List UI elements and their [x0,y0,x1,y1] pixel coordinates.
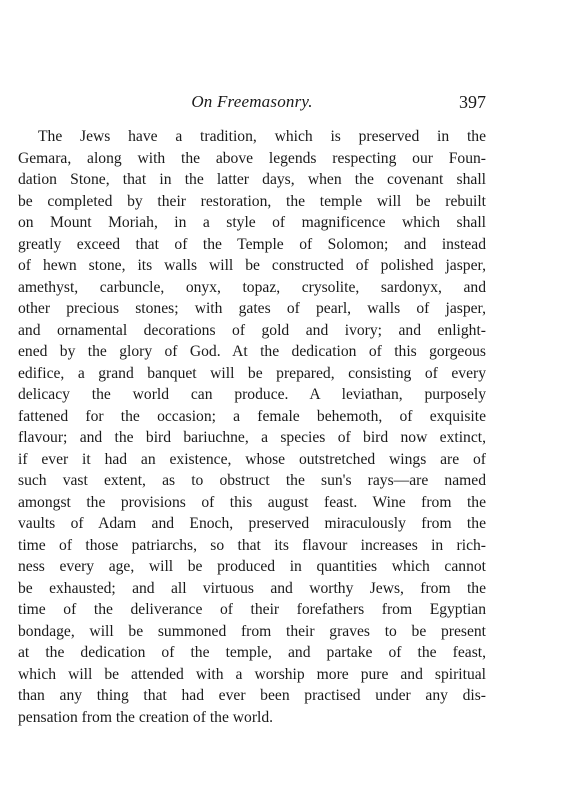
text-line: than any thing that had ever been practised under any dis- [18,687,486,704]
text-line: such vast extent, as to obstruct the sun's rays—are named [18,472,486,489]
text-line: time of those patriarchs, so that its flavour increases in rich- [18,536,486,554]
text-line: fattened for the occasion; a female behemoth, of exquisite [18,407,486,425]
page-number: 397 [459,92,486,112]
text-line: of hewn stone, its walls will be constructed of polished jasper, [18,257,486,274]
text-line: amongst the provisions of this august feast. Wine from the [18,493,486,511]
text-line: ness every age, will be produced in quantities which cannot [18,558,486,575]
text-line: bondage, will be summoned from their graves to be present [18,622,486,640]
text-line: flavour; and the bird bariuchne, a species of bird now extinct, [18,429,486,446]
text-line: which will be attended with a worship more pure and spiritual [18,665,486,683]
text-line: be exhausted; and all virtuous and worthy Jews, from the [18,579,486,597]
text-line: time of the deliverance of their forefathers from Egyptian [18,601,486,618]
running-head [18,92,486,116]
text-line: delicacy the world can produce. A leviathan, purposely [18,386,486,403]
text-line: on Mount Moriah, in a style of magnificence which shall [18,214,486,231]
text-line: if ever it had an existence, whose outstretched wings are of [18,450,486,468]
text-line: other precious stones; with gates of pearl, walls of jasper, [18,300,486,317]
text-line: ened by the glory of God. At the dedication of this gorgeous [18,343,486,360]
text-line: dation Stone, that in the latter days, when the covenant shall [18,171,486,188]
text-line: The Jews have a tradition, which is preserved in the [38,128,486,145]
text-line: at the dedication of the temple, and partake of the feast, [18,644,486,661]
text-line: Gemara, along with the above legends respecting our Foun- [18,149,486,167]
body-paragraph [18,126,486,728]
text-line: and ornamental decorations of gold and ivory; and enlight- [18,321,486,339]
text-line: vaults of Adam and Enoch, preserved miraculously from the [18,515,486,532]
text-line: greatly exceed that of the Temple of Solomon; and instead [18,235,486,253]
text-line: amethyst, carbuncle, onyx, topaz, crysolite, sardonyx, and [18,278,486,296]
text-line: pensation from the creation of the world. [18,708,274,726]
running-title: On Freemasonry. [191,92,313,111]
text-line: edifice, a grand banquet will be prepared, consisting of every [18,364,486,382]
text-line: be completed by their restoration, the temple will be rebuilt [18,192,486,210]
